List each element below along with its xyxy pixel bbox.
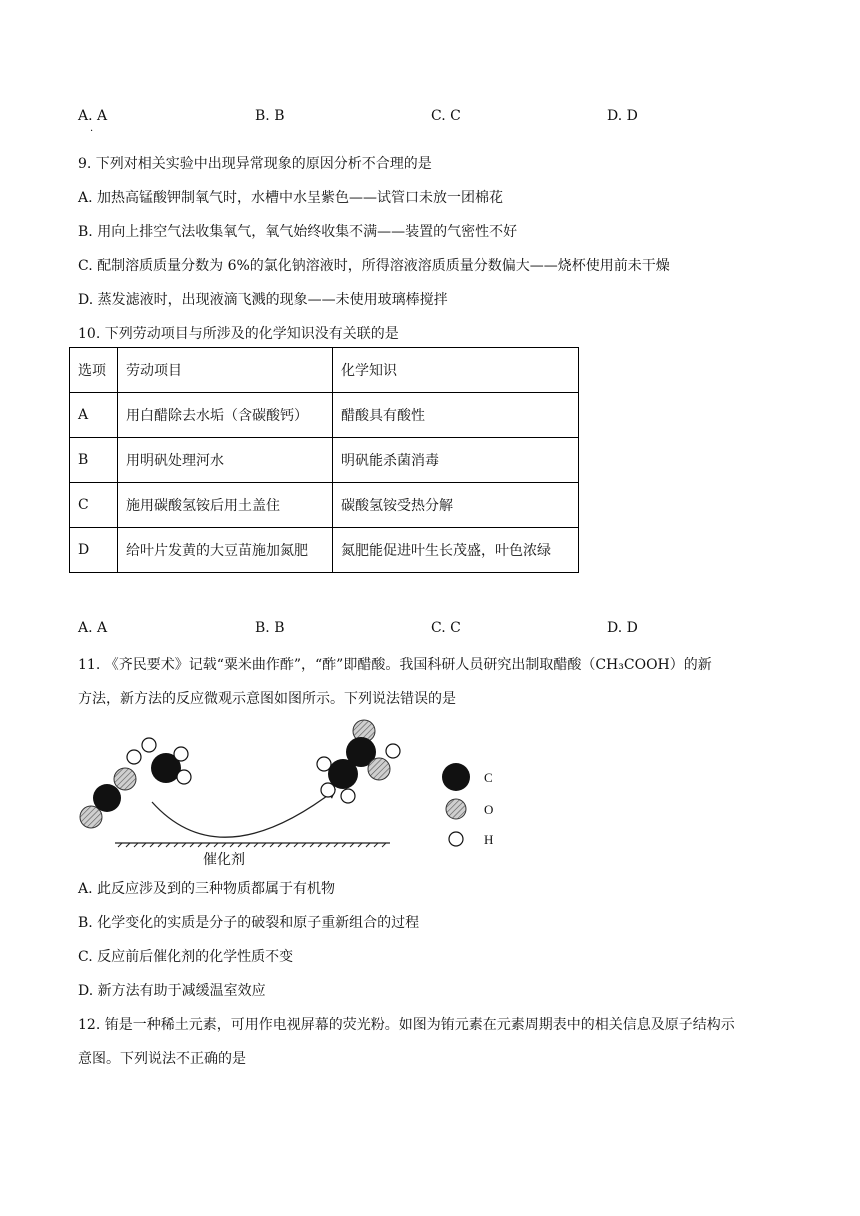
- table-header-row: [70, 348, 579, 393]
- q11-option-a: A. 此反应涉及到的三种物质都属于有机物: [78, 881, 336, 897]
- table-cell: B: [70, 438, 118, 483]
- table-cell: 用明矾处理河水: [118, 438, 333, 483]
- catalyst-label: 催化剂: [203, 853, 245, 868]
- q11-option-d: D. 新方法有助于减缓温室效应: [78, 983, 266, 999]
- hydrogen-atom-icon: [449, 832, 463, 846]
- table-cell: C: [70, 483, 118, 528]
- carbon-atom-icon: [442, 763, 470, 791]
- prev-option-b: B. B: [255, 108, 285, 124]
- q11-option-b: B. 化学变化的实质是分子的破裂和原子重新组合的过程: [78, 915, 420, 931]
- dot-mark: ·: [90, 126, 94, 137]
- prev-option-d: D. D: [607, 108, 638, 124]
- catalyst-surface: [115, 843, 390, 847]
- q11-option-c: C. 反应前后催化剂的化学性质不变: [78, 949, 294, 965]
- ch4-molecule: [127, 738, 191, 784]
- table-cell: 用白醋除去水垢（含碳酸钙）: [118, 393, 333, 438]
- q12-stem-line2: 意图。下列说法不正确的是: [78, 1051, 246, 1067]
- co2-molecule: [80, 768, 136, 828]
- acetic-acid-molecule: [317, 720, 400, 803]
- table-row: [70, 393, 579, 438]
- legend-label-o: O: [484, 802, 494, 817]
- q10-table: [69, 347, 579, 573]
- q10-stem: 10. 下列劳动项目与所涉及的化学知识没有关联的是: [78, 326, 399, 342]
- header-cell: 选项: [70, 348, 118, 393]
- table-cell: 施用碳酸氢铵后用土盖住: [118, 483, 333, 528]
- table-cell: 醋酸具有酸性: [333, 393, 579, 438]
- table-cell: 氮肥能促进叶生长茂盛，叶色浓绿: [333, 528, 579, 573]
- oxygen-atom-icon: [446, 799, 466, 819]
- q11-stem-line2: 方法，新方法的反应微观示意图如图所示。下列说法错误的是: [78, 691, 456, 707]
- q10-option-b: B. B: [255, 620, 285, 636]
- header-cell: 化学知识: [333, 348, 579, 393]
- q9-option-d: D. 蒸发滤液时，出现液滴飞溅的现象——未使用玻璃棒搅拌: [78, 292, 448, 308]
- table-cell: A: [70, 393, 118, 438]
- q9-option-c: C. 配制溶质质量分数为 6%的氯化钠溶液时，所得溶液溶质质量分数偏大——烧杯使用前未干燥: [78, 258, 670, 274]
- table-row: [70, 528, 579, 573]
- table-cell: 给叶片发黄的大豆苗施加氮肥: [118, 528, 333, 573]
- q10-option-a: A. A: [78, 620, 108, 636]
- q10-option-d: D. D: [607, 620, 638, 636]
- table-cell: D: [70, 528, 118, 573]
- q9-stem: 9. 下列对相关实验中出现异常现象的原因分析不合理的是: [78, 156, 432, 172]
- q12-stem-line1: 12. 铕是一种稀土元素，可用作电视屏幕的荧光粉。如图为铕元素在元素周期表中的相关信息及原子结构示: [78, 1017, 735, 1033]
- table-cell: 明矾能杀菌消毒: [333, 438, 579, 483]
- reaction-diagram: [70, 708, 510, 872]
- q9-option-a: A. 加热高锰酸钾制氧气时，水槽中水呈紫色——试管口未放一团棉花: [78, 190, 504, 206]
- legend-label-c: C: [484, 770, 493, 785]
- prev-option-a: A. A: [78, 108, 108, 124]
- q9-option-b: B. 用向上排空气法收集氧气，氧气始终收集不满——装置的气密性不好: [78, 224, 518, 240]
- table-row: [70, 438, 579, 483]
- legend-label-h: H: [484, 832, 494, 847]
- q10-option-c: C. C: [431, 620, 461, 636]
- q11-stem-line1: 11. 《齐民要术》记载“粟米曲作酢”，“酢”即醋酸。我国科研人员研究出制取醋酸（CH₃COOH）的新: [78, 657, 712, 673]
- reaction-arrow: [152, 790, 335, 837]
- header-cell: 劳动项目: [118, 348, 333, 393]
- prev-option-c: C. C: [431, 108, 461, 124]
- atom-legend: [442, 763, 493, 847]
- table-cell: 碳酸氢铵受热分解: [333, 483, 579, 528]
- table-row: [70, 483, 579, 528]
